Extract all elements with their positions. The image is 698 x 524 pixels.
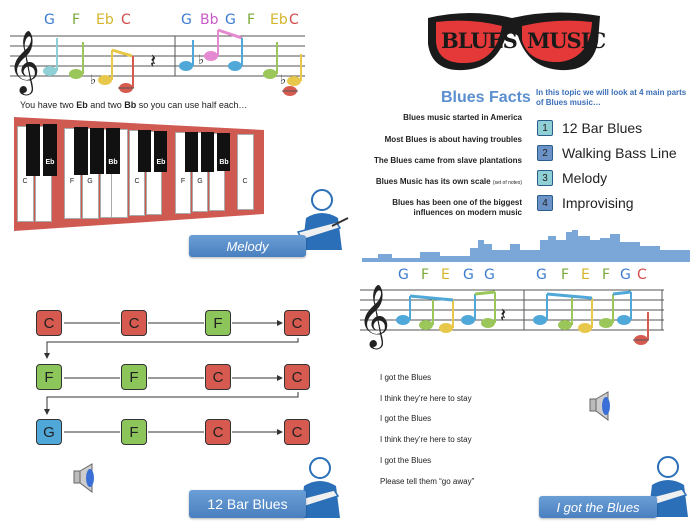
- keyboard-instruction: You have two Eb and two Bb so you can use half each…: [20, 100, 248, 110]
- fact-item: Blues music started in America: [403, 113, 522, 122]
- topic-label: 12 Bar Blues: [562, 120, 643, 136]
- white-key-label: F: [180, 178, 186, 185]
- fact-item: Most Blues is about having troubles: [384, 135, 522, 144]
- note-label: G: [536, 267, 547, 283]
- twelve-bar-blues-button[interactable]: 12 Bar Blues: [189, 490, 306, 518]
- black-key-label: Eb: [156, 159, 166, 166]
- white-key-label: F: [69, 178, 75, 185]
- black-key-label: Bb: [108, 159, 118, 166]
- lyric-line: I think they’re here to stay: [380, 394, 472, 403]
- logo-text-music: MUSIC: [527, 28, 606, 53]
- note-label: Eb: [270, 12, 288, 28]
- topic-label: Walking Bass Line: [562, 145, 677, 161]
- chord-box[interactable]: C: [284, 310, 310, 336]
- note-label: G: [463, 267, 474, 283]
- note-label: F: [421, 267, 430, 283]
- note-label: F: [247, 12, 256, 28]
- chord-box[interactable]: C: [205, 419, 231, 445]
- melody-button[interactable]: Melody: [189, 235, 306, 257]
- white-key-label: C: [22, 178, 28, 185]
- white-key-label: G: [197, 178, 203, 185]
- note-label: E: [581, 267, 590, 283]
- topic-number: 2: [537, 145, 553, 161]
- chord-box[interactable]: C: [36, 310, 62, 336]
- topic-number: 4: [537, 195, 553, 211]
- note-label: G: [225, 12, 236, 28]
- topic-number: 1: [537, 120, 553, 136]
- svg-text:𝄽: 𝄽: [500, 305, 507, 327]
- chord-box[interactable]: C: [121, 310, 147, 336]
- note-label: F: [72, 12, 81, 28]
- note-label: G: [181, 12, 192, 28]
- topic-number: 3: [537, 170, 553, 186]
- chord-box[interactable]: C: [205, 364, 231, 390]
- fact-item: The Blues came from slave plantations: [373, 156, 522, 165]
- treble-clef-icon: 𝄞: [8, 30, 40, 93]
- fact-item: Blues Music has its own scale (set of notes): [375, 177, 522, 186]
- svg-text:♭: ♭: [280, 72, 287, 87]
- fact-item: Blues has been one of the biggest influences on modern music: [392, 198, 522, 217]
- note-label: G: [484, 267, 495, 283]
- topic-label: Improvising: [562, 195, 634, 211]
- chord-box[interactable]: F: [36, 364, 62, 390]
- white-key-label: C: [134, 178, 140, 185]
- note-label: G: [44, 12, 55, 28]
- chord-box[interactable]: F: [205, 310, 231, 336]
- lyric-line: Please tell them “go away”: [380, 477, 475, 486]
- facts-title: Blues Facts: [441, 89, 531, 106]
- logo-text-blues: BLUES: [441, 28, 517, 53]
- treble-clef-icon: 𝄞: [358, 284, 390, 347]
- note-label: G: [620, 267, 631, 283]
- black-key-label: Eb: [45, 159, 55, 166]
- note-label: E: [441, 267, 450, 283]
- white-key-label: C: [242, 178, 248, 185]
- topic-label: Melody: [562, 170, 608, 186]
- lyric-line: I got the Blues: [380, 373, 432, 382]
- chord-box[interactable]: F: [121, 419, 147, 445]
- lyric-line: I got the Blues: [380, 456, 432, 465]
- topics-intro: In this topic we will look at 4 main parts of Blues music…: [536, 88, 687, 107]
- svg-text:♭: ♭: [198, 52, 205, 67]
- svg-text:♭: ♭: [90, 72, 97, 87]
- note-label: F: [602, 267, 611, 283]
- chord-box[interactable]: F: [121, 364, 147, 390]
- note-label: F: [561, 267, 570, 283]
- note-label: Bb: [200, 12, 219, 28]
- white-key-label: G: [87, 178, 93, 185]
- note-label: C: [637, 267, 647, 283]
- chord-box[interactable]: C: [284, 419, 310, 445]
- note-label: G: [398, 267, 409, 283]
- note-label: C: [121, 12, 131, 28]
- lyric-line: I got the Blues: [380, 414, 432, 423]
- note-label: Eb: [96, 12, 114, 28]
- svg-text:𝄽: 𝄽: [150, 51, 157, 73]
- chord-box[interactable]: G: [36, 419, 62, 445]
- note-label: C: [289, 12, 299, 28]
- lyric-line: I think they’re here to stay: [380, 435, 472, 444]
- chord-box[interactable]: C: [284, 364, 310, 390]
- black-key-label: Bb: [219, 159, 229, 166]
- i-got-the-blues-button[interactable]: I got the Blues: [539, 496, 657, 518]
